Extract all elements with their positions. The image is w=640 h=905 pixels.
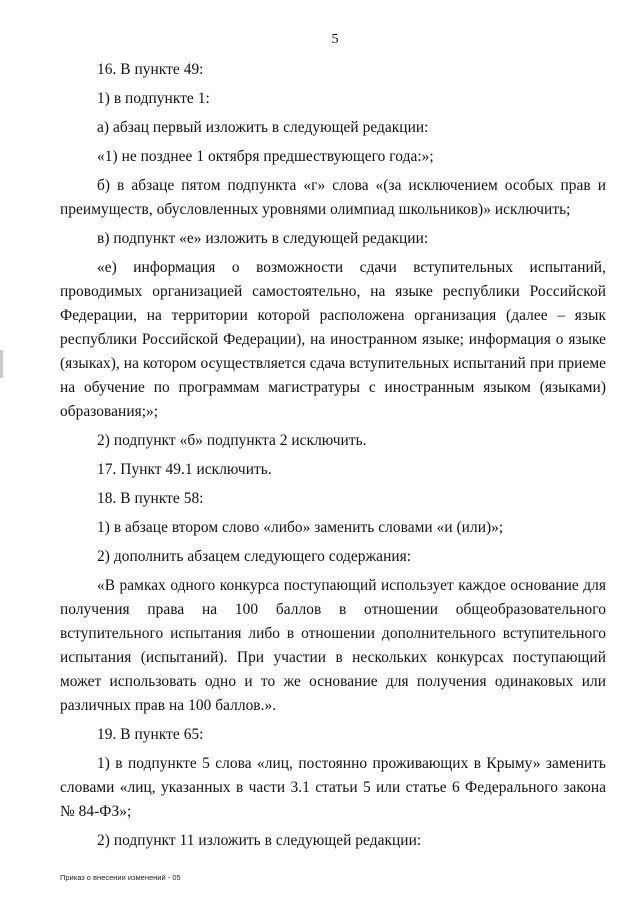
paragraph-subitem-1: 1) в подпункте 1: (97, 90, 210, 107)
paragraph-subitem-b: б) в абзаце пятом подпункта «г» слова «(за исключением особых прав и преимуществ, обусловленных уровнями олимпиад школьников)» исключить; (60, 177, 606, 218)
paragraph-quote-1: «1) не позднее 1 октября предшествующего года:»; (97, 148, 434, 165)
paragraph-subitem-2: 2) подпункт «б» подпункта 2 исключить. (97, 432, 367, 449)
paragraph-subitem-v: в) подпункт «е» изложить в следующей редакции: (97, 230, 429, 247)
paragraph-18-subitem-2: 2) дополнить абзацем следующего содержания: (97, 548, 412, 565)
paragraph-19-subitem-2: 2) подпункт 11 изложить в следующей редакции: (97, 832, 422, 849)
footer-document-label: Приказ о внесении изменений - 05 (60, 873, 181, 882)
paragraph-quote-competition: «В рамках одного конкурса поступающий использует каждое основание для получения права на 100 баллов в отношении общеобразовательного вступительного испытания либо в отношении дополнительного вступительного испытания (испытаний). При участии в нескольких конкурсах поступающий может использовать одно и то же основание для получения одинаковых или различных прав на 100 баллов.». (60, 577, 606, 714)
paragraph-18-subitem-1: 1) в абзаце втором слово «либо» заменить словами «и (или)»; (97, 519, 504, 536)
paragraph-subitem-a: а) абзац первый изложить в следующей редакции: (97, 119, 429, 136)
paragraph-item-18: 18. В пункте 58: (97, 490, 204, 507)
paragraph-item-16: 16. В пункте 49: (97, 61, 204, 78)
scan-edge-mark (0, 350, 3, 378)
paragraph-19-subitem-1: 1) в подпункте 5 слова «лиц, постоянно проживающих в Крыму» заменить словами «лиц, указанных в части 3.1 статьи 5 или статье 6 Федерального закона № 84-ФЗ»; (60, 755, 606, 820)
paragraph-quote-e: «е) информация о возможности сдачи вступительных испытаний, проводимых организацией самостоятельно, на языке республики Российской Федерации, на территории которой расположена организация (далее – язык республики Российской Федерации), на иностранном языке; информация о языке (языках), на котором осуществляется сдача вступительных испытаний при приеме на обучение по программам магистратуры с иностранным языком (языками) образования;»; (60, 259, 606, 420)
page-number: 5 (331, 32, 339, 47)
document-body (60, 58, 606, 857)
paragraph-item-19: 19. В пункте 65: (97, 726, 204, 743)
paragraph-item-17: 17. Пункт 49.1 исключить. (97, 461, 272, 478)
